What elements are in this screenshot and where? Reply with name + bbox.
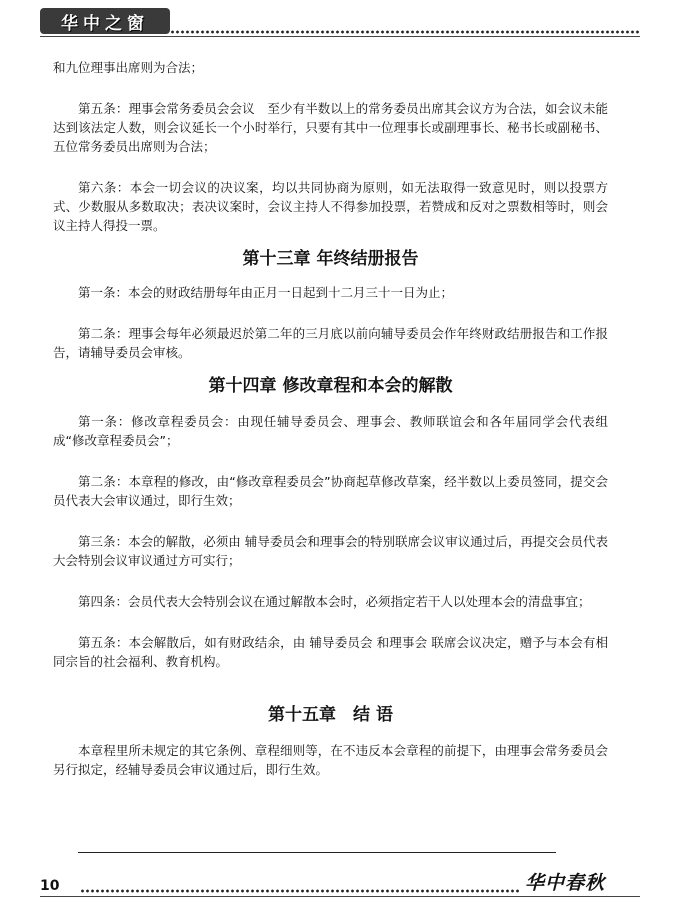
header-logo-badge — [40, 8, 170, 34]
chapter-15-title: 第十五章 结 语 — [268, 705, 393, 725]
chapter-13-article-1: 第一条：本会的财政结册每年由正月一日起到十二月三十一日为止； — [78, 285, 454, 300]
chapter-14-article-2: 第二条：本章程的修改，由“修改章程委员会”协商起草修改草案，经半数以上委员签同，提交会员代表大会审议通过，即行生效； — [53, 474, 608, 508]
paragraph-continuation: 和九位理事出席则为合法； — [53, 60, 204, 75]
footer-logo: 华中春秋 — [525, 872, 606, 894]
chapter-14-title: 第十四章 修改章程和本会的解散 — [208, 376, 453, 396]
article-5-meeting-quorum: 第五条：理事会常务委员会会议 至少有半数以上的常务委员出席其会议方为合法，如会议未能达到该法定人数，则会议延长一个小时举行，只要有其中一位理事长或副理事长、秘书长或副秘书、五位常务委员出席则为合法； — [53, 101, 608, 154]
page-header — [0, 0, 675, 44]
footer-rule — [78, 852, 556, 853]
header-divider — [40, 36, 640, 37]
header-dotted-rule — [170, 30, 640, 34]
chapter-14-article-3: 第三条：本会的解散，必须由 辅导委员会和理事会的特别联席会议审议通过后，再提交会员代表大会特别会议审议通过方可实行； — [53, 534, 608, 568]
chapter-15-closing: 本章程里所未规定的其它条例、章程细则等，在不违反本会章程的前提下，由理事会常务委员会另行拟定，经辅导委员会审议通过后，即行生效。 — [53, 743, 608, 777]
article-6-resolutions: 第六条：本会一切会议的决议案，均以共同协商为原则，如无法取得一致意见时，则以投票方式、少数服从多数取决；表决议案时，会议主持人不得参加投票，若赞成和反对之票数相等时，则会议主持人得投一票。 — [53, 180, 608, 233]
chapter-13-article-2: 第二条：理事会每年必须最迟於第二年的三月底以前向辅导委员会作年终财政结册报告和工作报告，请辅导委员会审核。 — [53, 326, 608, 360]
chapter-14-article-1: 第一条：修改章程委员会：由现任辅导委员会、理事会、教师联谊会和各年届同学会代表组成“修改章程委员会”； — [53, 414, 608, 448]
chapter-14-article-4: 第四条：会员代表大会特别会议在通过解散本会时，必须指定若干人以处理本会的清盘事宜； — [78, 594, 591, 609]
document-body — [53, 58, 608, 779]
header-logo-text: 华中之窗 — [61, 13, 149, 34]
page-number: 10 — [40, 878, 60, 894]
chapter-14-article-5: 第五条：本会解散后，如有财政结余，由 辅导委员会 和理事会 联席会议决定，赠予与本会有相同宗旨的社会福利、教育机构。 — [53, 635, 608, 669]
chapter-13-title: 第十三章 年终结册报告 — [242, 249, 419, 269]
footer-divider — [40, 896, 640, 897]
footer-dotted-rule — [80, 889, 520, 893]
